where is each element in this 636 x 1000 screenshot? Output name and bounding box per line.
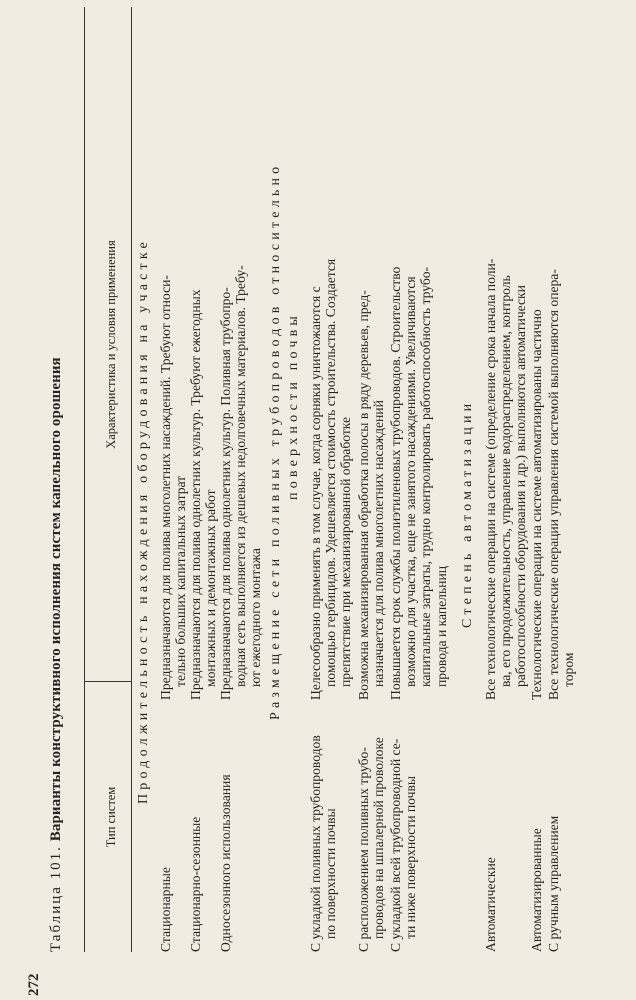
table-row-type: Автоматизированные bbox=[529, 828, 544, 952]
table-row-description: Предназначаются для полива многолетних насаждений. Требуют относи- тельно больших капитальных затрат bbox=[158, 275, 189, 700]
table-row-description: Повышается срок службы полиэтиленовых трубопроводов. Строительство возможно для участка, еще не занятого насаждениями. Увеличиваются капитальные затраты, трудно контролировать работоспособность трубо- провода и капельниц bbox=[388, 266, 449, 700]
table-row-description: Возможна механизированная обработка полосы в ряду деревьев, пред- назначается для полива многолетних насаждений bbox=[356, 290, 387, 700]
column-header-type: Тип систем bbox=[104, 786, 118, 848]
table-row-type: С расположением поливных трубо- проводов на шпалерной проволоке bbox=[356, 737, 387, 952]
header-bottom-rule bbox=[131, 7, 132, 952]
section-heading: Продолжительность нахождения оборудования на участке bbox=[136, 238, 151, 804]
table-row-type: Автоматические bbox=[483, 857, 498, 952]
table-number: Таблица 101. bbox=[48, 845, 64, 952]
section-heading: Степень автоматизации bbox=[460, 399, 475, 628]
table-row-description: Технологические операции на системе автоматизированы частично bbox=[529, 309, 544, 700]
table-row-type: Односезонного использования bbox=[218, 774, 233, 952]
table-caption bbox=[48, 357, 65, 952]
table-row-type: Стационарные bbox=[158, 867, 173, 952]
section-heading: Размещение сети поливных трубопроводов относительно bbox=[268, 162, 283, 720]
table-row-type: С ручным управлением bbox=[546, 815, 561, 952]
table-row-description: Предназначаются для полива однолетних культур. Требуют ежегодных монтажных и демонтажных работ bbox=[188, 289, 219, 700]
page-number: 272 bbox=[26, 973, 42, 996]
table-top-rule bbox=[84, 7, 85, 952]
table-row-description: Предназначаются для полива однолетних культур. Поливная трубопро- водная сеть выполняется из дешевых недолговечных материалов. Требу- ют ежегодного монтажа bbox=[218, 265, 264, 700]
table-row-type: С укладкой всей трубопроводной се- ти ниже поверхности почвы bbox=[388, 738, 419, 952]
column-header-description: Характеристика и условия применения bbox=[104, 240, 118, 449]
section-heading-continued: поверхности почвы bbox=[286, 312, 301, 500]
table-row-description: Все технологические операции управления системой выполняются опера- тором bbox=[546, 269, 577, 700]
table-row-type: С укладкой поливных трубопроводов по поверхности почвы bbox=[308, 735, 339, 952]
table-title: Варианты конструктивного исполнения систем капельного орошения bbox=[48, 357, 64, 842]
table-row-type: Стационарно-сезонные bbox=[188, 816, 203, 952]
table-row-description: Все технологические операции на системе (определение срока начала поли- ва, его продолжительность, управление водораспределением, контроль работоспособности оборудования и др.) выполняются автоматически bbox=[483, 258, 529, 700]
table-row-description: Целесообразно применять в том случае, когда сорняки уничтожаются с помощью гербицидов. Удешевляется стоимость строительства. Создается препятствие при механизированной обработке bbox=[308, 258, 354, 700]
